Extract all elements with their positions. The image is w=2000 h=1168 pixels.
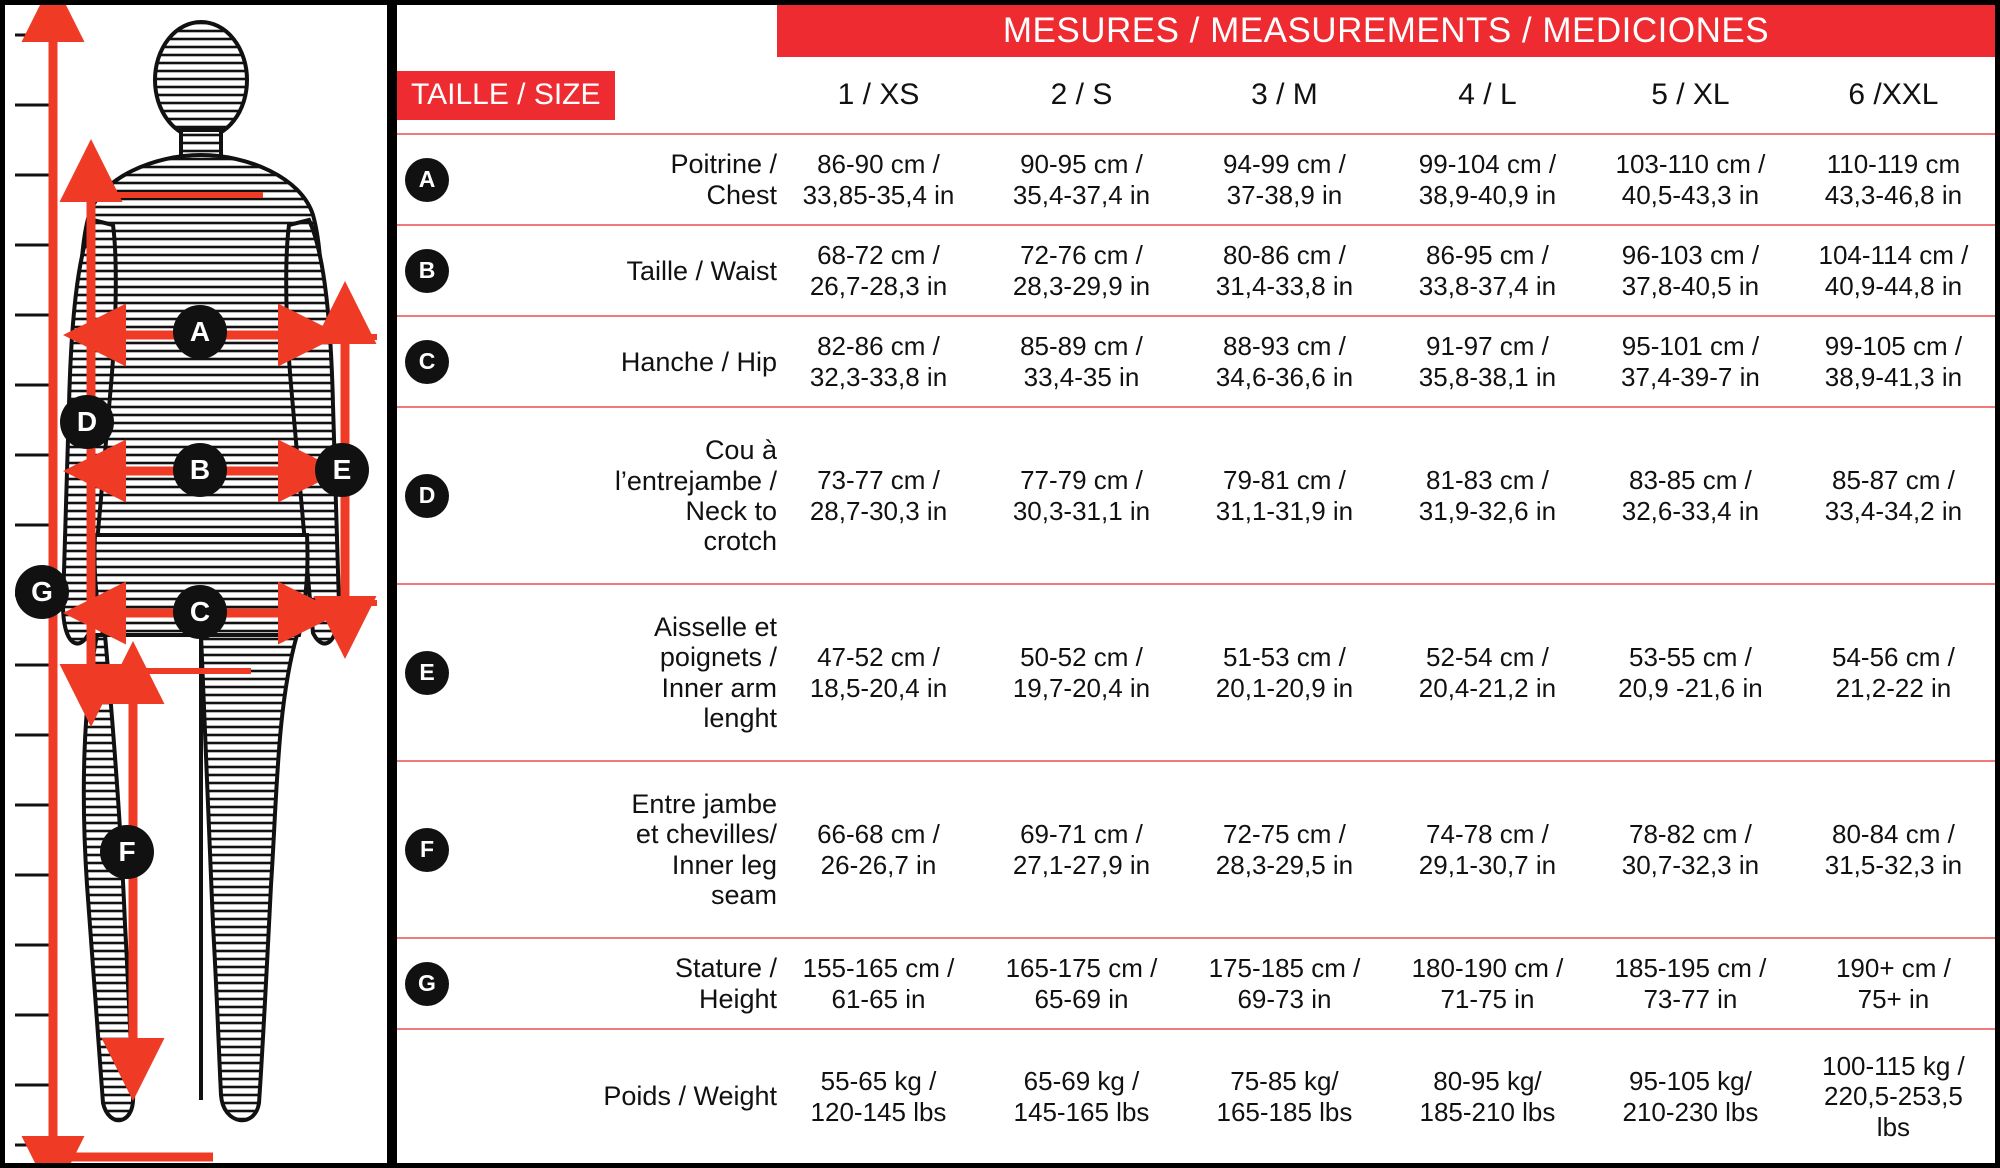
size-header-xxl: 6 /XXL <box>1848 78 1939 111</box>
marker-badge-D: D <box>60 395 114 449</box>
value-line: 190+ cm / <box>1835 952 1951 983</box>
marker-badge-C: C <box>173 585 227 639</box>
value-line: 79-81 cm / <box>1223 465 1346 496</box>
value-line: 96-103 cm / <box>1621 240 1760 271</box>
cell-e-s <box>980 584 1183 761</box>
value-line: 165-175 cm / <box>1005 952 1158 983</box>
value-line: 38,9-40,9 in <box>1418 179 1557 210</box>
value-line: 74-78 cm / <box>1426 818 1549 849</box>
label-line: Taille / Waist <box>626 255 777 286</box>
badge-letter: E <box>405 651 449 695</box>
table-row <box>397 584 1995 761</box>
cell-b-m <box>1183 225 1386 316</box>
size-header-m: 3 / M <box>1251 78 1318 111</box>
value-line: 91-97 cm / <box>1426 331 1549 362</box>
table-row <box>397 1029 1995 1163</box>
value-line: 31,4-33,8 in <box>1215 270 1354 301</box>
cell-d-xxl <box>1792 407 1995 584</box>
value-line: 34,6-36,6 in <box>1215 361 1354 392</box>
value-line: 95-101 cm / <box>1621 331 1760 362</box>
value-line: 20,1-20,9 in <box>1215 672 1354 703</box>
badge-letter: A <box>405 158 449 202</box>
value-line: 27,1-27,9 in <box>1012 849 1151 880</box>
cell-e-l <box>1386 584 1589 761</box>
value-line: 77-79 cm / <box>1020 465 1143 496</box>
value-line: 71-75 in <box>1440 983 1535 1014</box>
value-line: 99-104 cm / <box>1418 148 1557 179</box>
value-line: 80-95 kg/ <box>1433 1065 1542 1096</box>
value-line: 175-185 cm / <box>1208 952 1361 983</box>
value-line: 85-87 cm / <box>1832 465 1955 496</box>
cell-a-m <box>1183 134 1386 225</box>
row-label-inner-leg <box>457 761 777 938</box>
size-header-row <box>397 57 1995 134</box>
value-line: 65-69 kg / <box>1023 1065 1140 1096</box>
row-label-neck-to-crotch <box>457 407 777 584</box>
value-line: 31,9-32,6 in <box>1418 495 1557 526</box>
cell-e-xl <box>1589 584 1792 761</box>
cell-g-xxl <box>1792 938 1995 1029</box>
cell-a-l <box>1386 134 1589 225</box>
cell-c-xl <box>1589 316 1792 407</box>
marker-badge-F: F <box>100 825 154 879</box>
value-line: 65-69 in <box>1034 983 1129 1014</box>
value-line: 73-77 in <box>1643 983 1738 1014</box>
value-line: 75-85 kg/ <box>1230 1065 1339 1096</box>
value-line: 75+ in <box>1857 983 1930 1014</box>
value-line: 145-165 lbs <box>1013 1096 1150 1127</box>
value-line: 38,9-41,3 in <box>1824 361 1963 392</box>
value-line: 50-52 cm / <box>1020 642 1143 673</box>
cell-e-xs <box>777 584 980 761</box>
label-line: Poids / Weight <box>603 1081 777 1112</box>
size-header-l: 4 / L <box>1458 78 1517 111</box>
value-line: 43,3-46,8 in <box>1824 179 1963 210</box>
value-line: 52-54 cm / <box>1426 642 1549 673</box>
row-label-chest <box>457 134 777 225</box>
value-line: 47-52 cm / <box>817 642 940 673</box>
value-line: 33,4-34,2 in <box>1824 495 1963 526</box>
cell-b-xxl <box>1792 225 1995 316</box>
cell-a-xl <box>1589 134 1792 225</box>
value-line: 103-110 cm / <box>1615 148 1766 179</box>
value-line: 86-90 cm / <box>817 148 940 179</box>
marker-badge-G: G <box>15 565 69 619</box>
body-measurement-diagram <box>0 0 392 1168</box>
value-line: 100-115 kg / <box>1822 1050 1965 1081</box>
value-line: 51-53 cm / <box>1223 642 1346 673</box>
label-line: Cou à <box>704 435 777 466</box>
row-badge-a <box>397 134 457 225</box>
value-line: 72-76 cm / <box>1020 240 1143 271</box>
value-line: 37,4-39-7 in <box>1621 361 1760 392</box>
cell-c-xs <box>777 316 980 407</box>
label-line: Inner arm <box>661 672 777 703</box>
cell-weight-xxl <box>1792 1029 1995 1163</box>
cell-c-xxl <box>1792 316 1995 407</box>
label-line: l’entrejambe / <box>614 465 777 496</box>
label-line: Height <box>698 983 777 1014</box>
cell-weight-s <box>980 1029 1183 1163</box>
label-line: et chevilles/ <box>635 819 777 850</box>
cell-a-s <box>980 134 1183 225</box>
cell-weight-xl <box>1589 1029 1792 1163</box>
value-line: 29,1-30,7 in <box>1418 849 1557 880</box>
row-label-inner-arm <box>457 584 777 761</box>
label-line: Aisselle et <box>653 612 777 643</box>
value-line: 210-230 lbs <box>1622 1096 1759 1127</box>
measurements-table <box>397 5 1995 1163</box>
value-line: 21,2-22 in <box>1835 672 1952 703</box>
cell-b-s <box>980 225 1183 316</box>
value-line: 61-65 in <box>831 983 926 1014</box>
value-line: 99-105 cm / <box>1824 331 1963 362</box>
badge-letter: F <box>405 828 449 872</box>
cell-a-xxl <box>1792 134 1995 225</box>
cell-f-l <box>1386 761 1589 938</box>
value-line: 88-93 cm / <box>1223 331 1346 362</box>
row-badge-weight <box>397 1029 457 1163</box>
cell-b-xl <box>1589 225 1792 316</box>
size-header-s: 2 / S <box>1050 78 1113 111</box>
label-line: Chest <box>706 179 777 210</box>
value-line: 37,8-40,5 in <box>1621 270 1760 301</box>
table-row <box>397 938 1995 1029</box>
value-line: 81-83 cm / <box>1426 465 1549 496</box>
banner-spacer <box>397 5 457 57</box>
label-line: seam <box>710 879 777 910</box>
row-label-height <box>457 938 777 1029</box>
banner-title: MESURES / MEASUREMENTS / MEDICIONES <box>777 5 1995 57</box>
value-line: 28,3-29,5 in <box>1215 849 1354 880</box>
value-line: 73-77 cm / <box>817 465 940 496</box>
row-label-weight <box>457 1029 777 1163</box>
value-line: 31,5-32,3 in <box>1824 849 1963 880</box>
cell-d-s <box>980 407 1183 584</box>
value-line: 94-99 cm / <box>1223 148 1346 179</box>
label-line: poignets / <box>659 642 777 673</box>
cell-b-xs <box>777 225 980 316</box>
table-row <box>397 316 1995 407</box>
cell-d-xl <box>1589 407 1792 584</box>
cell-a-xs <box>777 134 980 225</box>
value-line: 185-195 cm / <box>1614 952 1767 983</box>
value-line: 104-114 cm / <box>1818 240 1969 271</box>
value-line: 32,3-33,8 in <box>809 361 948 392</box>
value-line: 33,4-35 in <box>1023 361 1140 392</box>
cell-d-xs <box>777 407 980 584</box>
cell-c-s <box>980 316 1183 407</box>
value-line: 95-105 kg/ <box>1628 1065 1752 1096</box>
row-badge-c <box>397 316 457 407</box>
value-line: 86-95 cm / <box>1426 240 1549 271</box>
value-line: 32,6-33,4 in <box>1621 495 1760 526</box>
value-line: 20,4-21,2 in <box>1418 672 1557 703</box>
row-badge-e <box>397 584 457 761</box>
value-line: 54-56 cm / <box>1832 642 1955 673</box>
measurements-table-panel <box>392 0 2000 1168</box>
cell-f-m <box>1183 761 1386 938</box>
value-line: 82-86 cm / <box>817 331 940 362</box>
cell-b-l <box>1386 225 1589 316</box>
value-line: 33,8-37,4 in <box>1418 270 1557 301</box>
size-header-xl: 5 / XL <box>1651 78 1730 111</box>
label-line: Hanche / Hip <box>620 346 777 377</box>
cell-g-xl <box>1589 938 1792 1029</box>
value-line: 120-145 lbs <box>810 1096 947 1127</box>
badge-letter: B <box>405 249 449 293</box>
label-line: Neck to <box>685 495 777 526</box>
value-line: 68-72 cm / <box>817 240 940 271</box>
size-label-tag: TAILLE / SIZE <box>397 71 615 120</box>
table-row <box>397 761 1995 938</box>
value-line: 220,5-253,5 <box>1824 1081 1963 1112</box>
value-line: 30,7-32,3 in <box>1621 849 1760 880</box>
value-line: 80-86 cm / <box>1223 240 1346 271</box>
marker-badge-E: E <box>315 443 369 497</box>
value-line: 18,5-20,4 in <box>809 672 948 703</box>
badge-letter: G <box>405 962 449 1006</box>
value-line: 55-65 kg / <box>820 1065 937 1096</box>
label-line: lenght <box>703 702 777 733</box>
label-line: Entre jambe <box>631 789 777 820</box>
badge-letter: D <box>405 474 449 518</box>
cell-f-xs <box>777 761 980 938</box>
cell-f-xl <box>1589 761 1792 938</box>
value-line: lbs <box>1876 1111 1911 1142</box>
value-line: 37-38,9 in <box>1226 179 1343 210</box>
table-row <box>397 134 1995 225</box>
cell-e-m <box>1183 584 1386 761</box>
row-badge-d <box>397 407 457 584</box>
cell-d-m <box>1183 407 1386 584</box>
value-line: 85-89 cm / <box>1020 331 1143 362</box>
cell-weight-l <box>1386 1029 1589 1163</box>
value-line: 66-68 cm / <box>817 818 940 849</box>
value-line: 31,1-31,9 in <box>1215 495 1354 526</box>
label-line: Inner leg <box>671 849 777 880</box>
value-line: 69-73 in <box>1237 983 1332 1014</box>
value-line: 90-95 cm / <box>1020 148 1143 179</box>
value-line: 72-75 cm / <box>1223 818 1346 849</box>
cell-f-s <box>980 761 1183 938</box>
value-line: 26-26,7 in <box>820 849 937 880</box>
banner-row <box>397 5 1995 57</box>
value-line: 165-185 lbs <box>1216 1096 1353 1127</box>
value-line: 185-210 lbs <box>1419 1096 1556 1127</box>
cell-c-l <box>1386 316 1589 407</box>
value-line: 110-119 cm <box>1826 148 1961 179</box>
marker-badge-A: A <box>173 305 227 359</box>
cell-g-m <box>1183 938 1386 1029</box>
value-line: 28,7-30,3 in <box>809 495 948 526</box>
row-badge-g <box>397 938 457 1029</box>
label-line: crotch <box>703 526 777 557</box>
value-line: 40,5-43,3 in <box>1621 179 1760 210</box>
row-label-waist <box>457 225 777 316</box>
value-line: 19,7-20,4 in <box>1012 672 1151 703</box>
marker-badge-B: B <box>173 443 227 497</box>
value-line: 35,8-38,1 in <box>1418 361 1557 392</box>
value-line: 30,3-31,1 in <box>1012 495 1151 526</box>
value-line: 80-84 cm / <box>1832 818 1955 849</box>
value-line: 28,3-29,9 in <box>1012 270 1151 301</box>
value-line: 180-190 cm / <box>1411 952 1564 983</box>
cell-g-s <box>980 938 1183 1029</box>
row-label-hip <box>457 316 777 407</box>
label-line: Stature / <box>674 953 777 984</box>
cell-g-xs <box>777 938 980 1029</box>
size-header-xs: 1 / XS <box>837 78 920 111</box>
cell-g-l <box>1386 938 1589 1029</box>
cell-e-xxl <box>1792 584 1995 761</box>
cell-f-xxl <box>1792 761 1995 938</box>
value-line: 35,4-37,4 in <box>1012 179 1151 210</box>
badge-letter: C <box>405 340 449 384</box>
table-row <box>397 407 1995 584</box>
value-line: 20,9 -21,6 in <box>1618 672 1763 703</box>
value-line: 40,9-44,8 in <box>1824 270 1963 301</box>
value-line: 78-82 cm / <box>1629 818 1752 849</box>
value-line: 83-85 cm / <box>1629 465 1752 496</box>
size-label-cell <box>397 57 777 134</box>
row-badge-f <box>397 761 457 938</box>
row-badge-b <box>397 225 457 316</box>
table-row <box>397 225 1995 316</box>
value-line: 69-71 cm / <box>1020 818 1143 849</box>
cell-weight-xs <box>777 1029 980 1163</box>
cell-c-m <box>1183 316 1386 407</box>
label-line: Poitrine / <box>670 149 777 180</box>
value-line: 53-55 cm / <box>1629 642 1752 673</box>
cell-d-l <box>1386 407 1589 584</box>
cell-weight-m <box>1183 1029 1386 1163</box>
value-line: 155-165 cm / <box>802 952 955 983</box>
value-line: 26,7-28,3 in <box>809 270 948 301</box>
value-line: 33,85-35,4 in <box>802 179 955 210</box>
banner-spacer-2 <box>457 5 777 57</box>
